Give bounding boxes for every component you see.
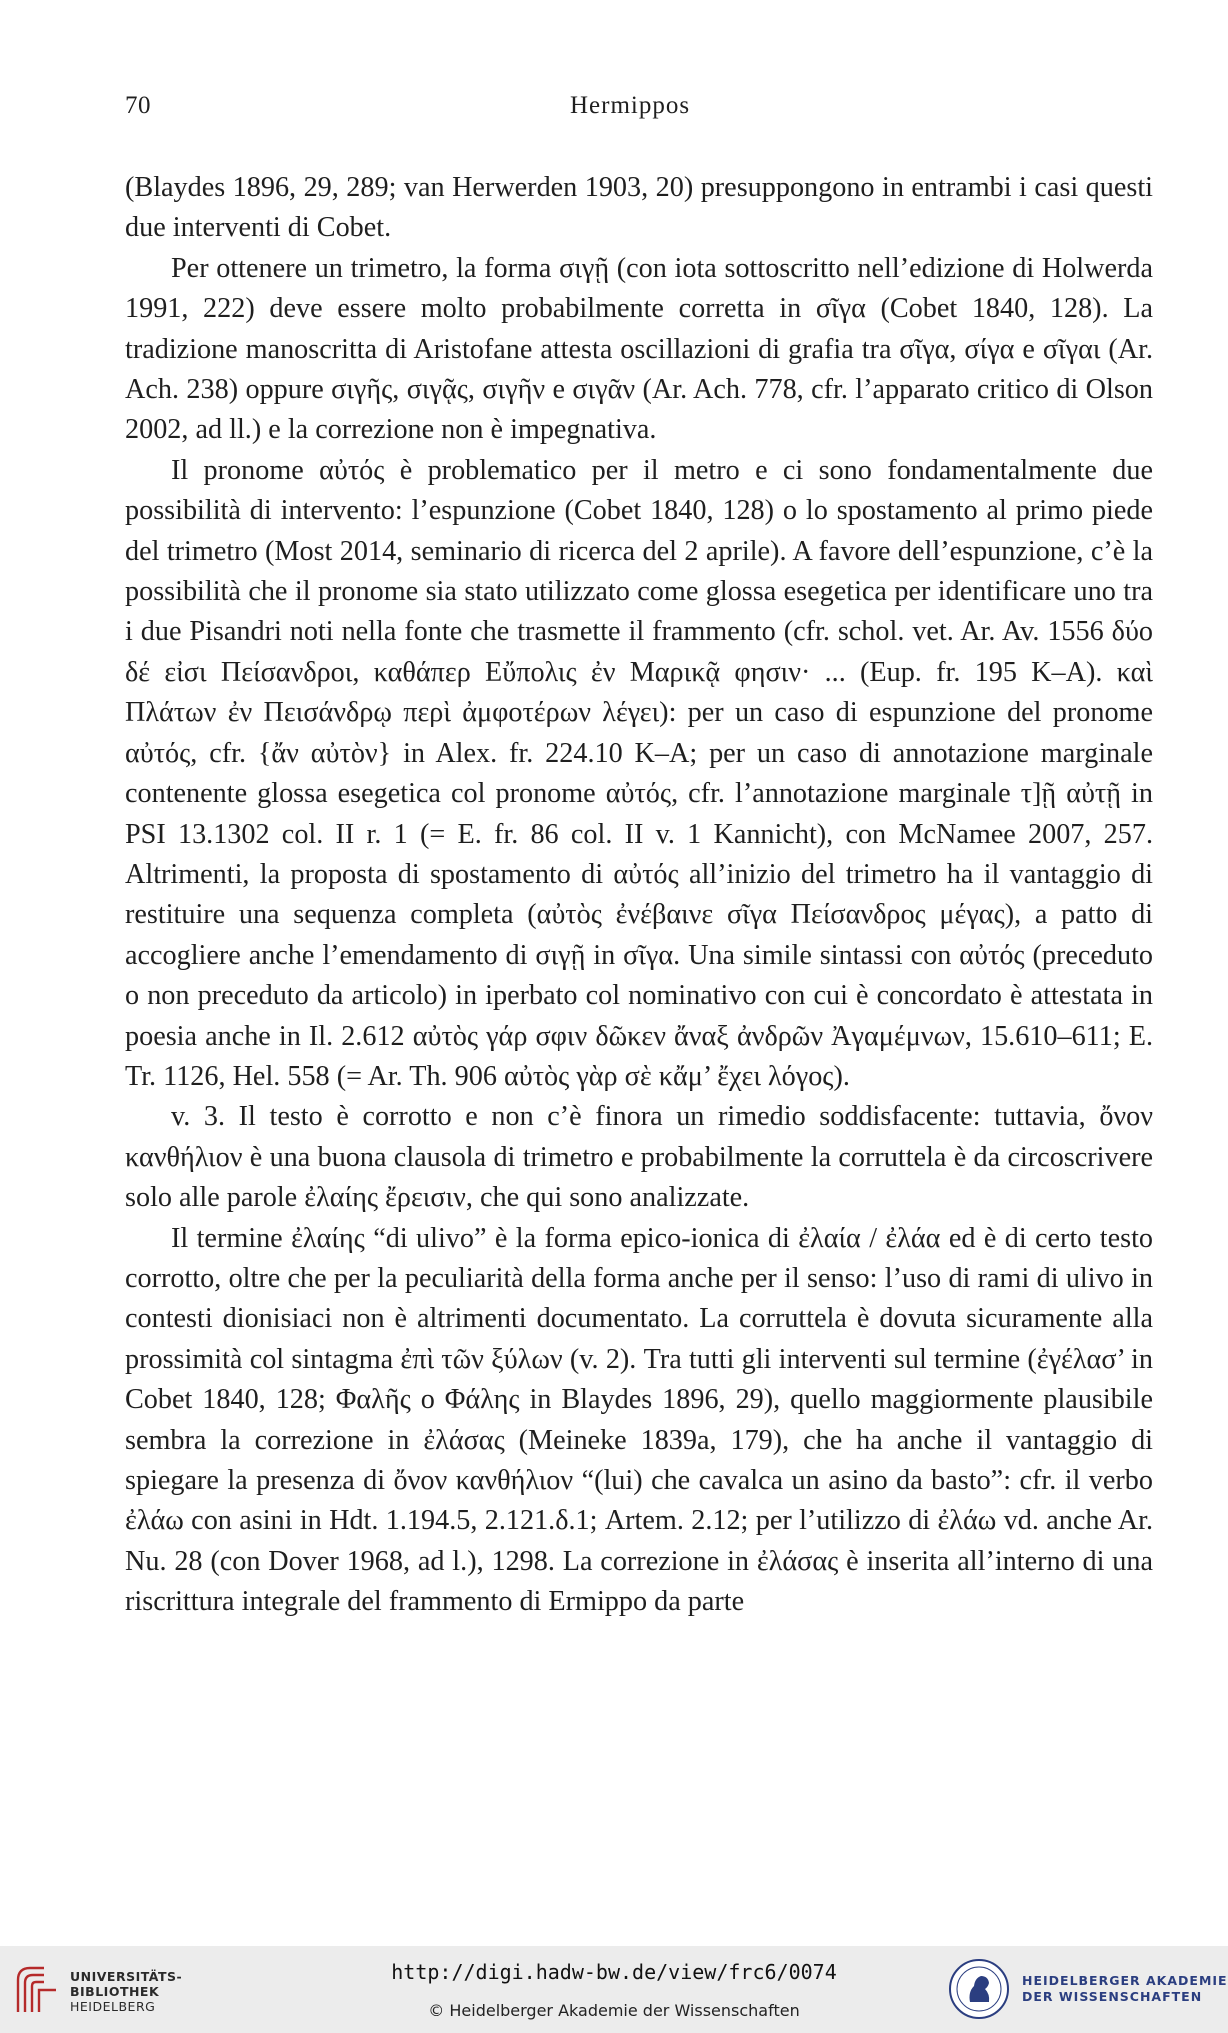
footer-bar bbox=[0, 1946, 1228, 2033]
running-title: Hermippos bbox=[570, 92, 691, 119]
source-url-link[interactable]: http://digi.hadw-bw.de/view/frc6/0074 bbox=[391, 1960, 837, 1984]
page-header bbox=[125, 92, 1153, 132]
academy-seal-icon bbox=[948, 1958, 1010, 2020]
copyright-notice: © Heidelberger Akademie der Wissenschaften bbox=[428, 2001, 800, 2020]
paragraph: Il pronome αὐτός è problematico per il metro e ci sono fondamentalmente due possibilità di intervento: l’espunzione (Cobet 1840, 128) o lo spostamento al primo piede del trimetro (Most 2014, seminario di ricerca del 2 aprile). A favore dell’espunzione, c’è la possibilità che il pronome sia stato utilizzato come glossa esegetica per identificare uno tra i due Pisandri noti nella fonte che trasmette il frammento (cfr. schol. vet. Ar. Av. 1556 δύο δέ εἰσι Πείσανδροι, καθάπερ Εὔπολις ἐν Μαρικᾷ φησιν· ... (Eup. fr. 195 K–A). καὶ Πλάτων ἐν Πεισάνδρῳ περὶ ἀμφοτέρων λέγει): per un caso di espunzione del pronome αὐτός, cfr. {ἄν αὐτὸν} in Alex. fr. 224.10 K–A; per un caso di annotazione marginale contenente glossa esegetica col pronome αὐτός, cfr. l’annotazione marginale τ]ῇ αὐτῇ in PSI 13.1302 col. II r. 1 (= E. fr. 86 col. II v. 1 Kannicht), con McNamee 2007, 257. Altrimenti, la proposta di spostamento di αὐτός all’inizio del trimetro ha il vantaggio di restituire una sequenza completa (αὐτὸς ἐνέβαινε σῖγα Πείσανδρος μέγας), a patto di accogliere anche l’emendamento di σιγῇ in σῖγα. Una simile sintassi con αὐτός (preceduto o non preceduto da articolo) in iperbato col nominativo con cui è concordato è attestata in poesia anche in Il. 2.612 αὐτὸς γάρ σφιν δῶκεν ἄναξ ἀνδρῶν Ἀγαμέμνων, 15.610–611; E. Tr. 1126, Hel. 558 (= Ar. Th. 906 αὐτὸς γὰρ σὲ κἄμ’ ἔχει λόγος). bbox=[125, 454, 1153, 1092]
paragraph: Per ottenere un trimetro, la forma σιγῇ (con iota sottoscritto nell’edizione di Holwerda 1991, 222) deve essere molto probabilmente corretta in σῖγα (Cobet 1840, 128). La tradizione manoscritta di Aristofane attesta oscillazioni di grafia tra σῖγα, σίγα e σῖγαι (Ar. Ach. 238) oppure σιγῆς, σιγᾷς, σιγῆν e σιγᾶν (Ar. Ach. 778, cfr. l’apparato critico di Olson 2002, ad ll.) e la correzione non è impegnativa. bbox=[125, 252, 1153, 446]
paragraph: Il termine ἐλαίης “di ulivo” è la forma epico-ionica di ἐλαία / ἐλάα ed è di certo testo corrotto, oltre che per la peculiarità della forma anche per il senso: l’uso di rami di ulivo in contesti dionisiaci non è altrimenti documentato. La corruttela è dovuta sicuramente alla prossimità col sintagma ἐπὶ τῶν ξύλων (v. 2). Tra tutti gli interventi sul termine (ἐγέλασ’ in Cobet 1840, 128; Φαλῆς o Φάλης in Blaydes 1896, 29), quello maggiormente plausibile sembra la correzione in ἐλάσας (Meineke 1839a, 179), che ha anche il vantaggio di spiegare la presenza di ὄνον κανθήλιον “(lui) che cavalca un asino da basto”: cfr. il verbo ἐλάω con asini in Hdt. 1.194.5, 2.121.δ.1; Artem. 2.12; per l’utilizzo di ἐλάω vd. anche Ar. Nu. 28 (con Dover 1968, ad l.), 1298. La correzione in ἐλάσας è inserita all’interno di una riscrittura integrale del frammento di Ermippo da parte bbox=[125, 1222, 1153, 1618]
university-library-name: UNIVERSITÄTS- BIBLIOTHEK HEIDELBERG bbox=[70, 1969, 183, 2014]
page-number: 70 bbox=[125, 92, 151, 119]
academy-name: HEIDELBERGER AKADEMIE DER WISSENSCHAFTEN bbox=[1022, 1973, 1228, 2004]
body-text bbox=[125, 168, 1153, 1623]
paragraph: v. 3. Il testo è corrotto e non c’è finora un rimedio soddisfacente: tuttavia, ὄνον κανθήλιον è una buona clausola di trimetro e probabilmente la corruttela è da circoscrivere solo alle parole ἐλαίης ἔρεισιν, che qui sono analizzate. bbox=[125, 1101, 1153, 1214]
paragraph: (Blaydes 1896, 29, 289; van Herwerden 1903, 20) presuppongono in entrambi i casi questi due interventi di Cobet. bbox=[125, 172, 1153, 244]
